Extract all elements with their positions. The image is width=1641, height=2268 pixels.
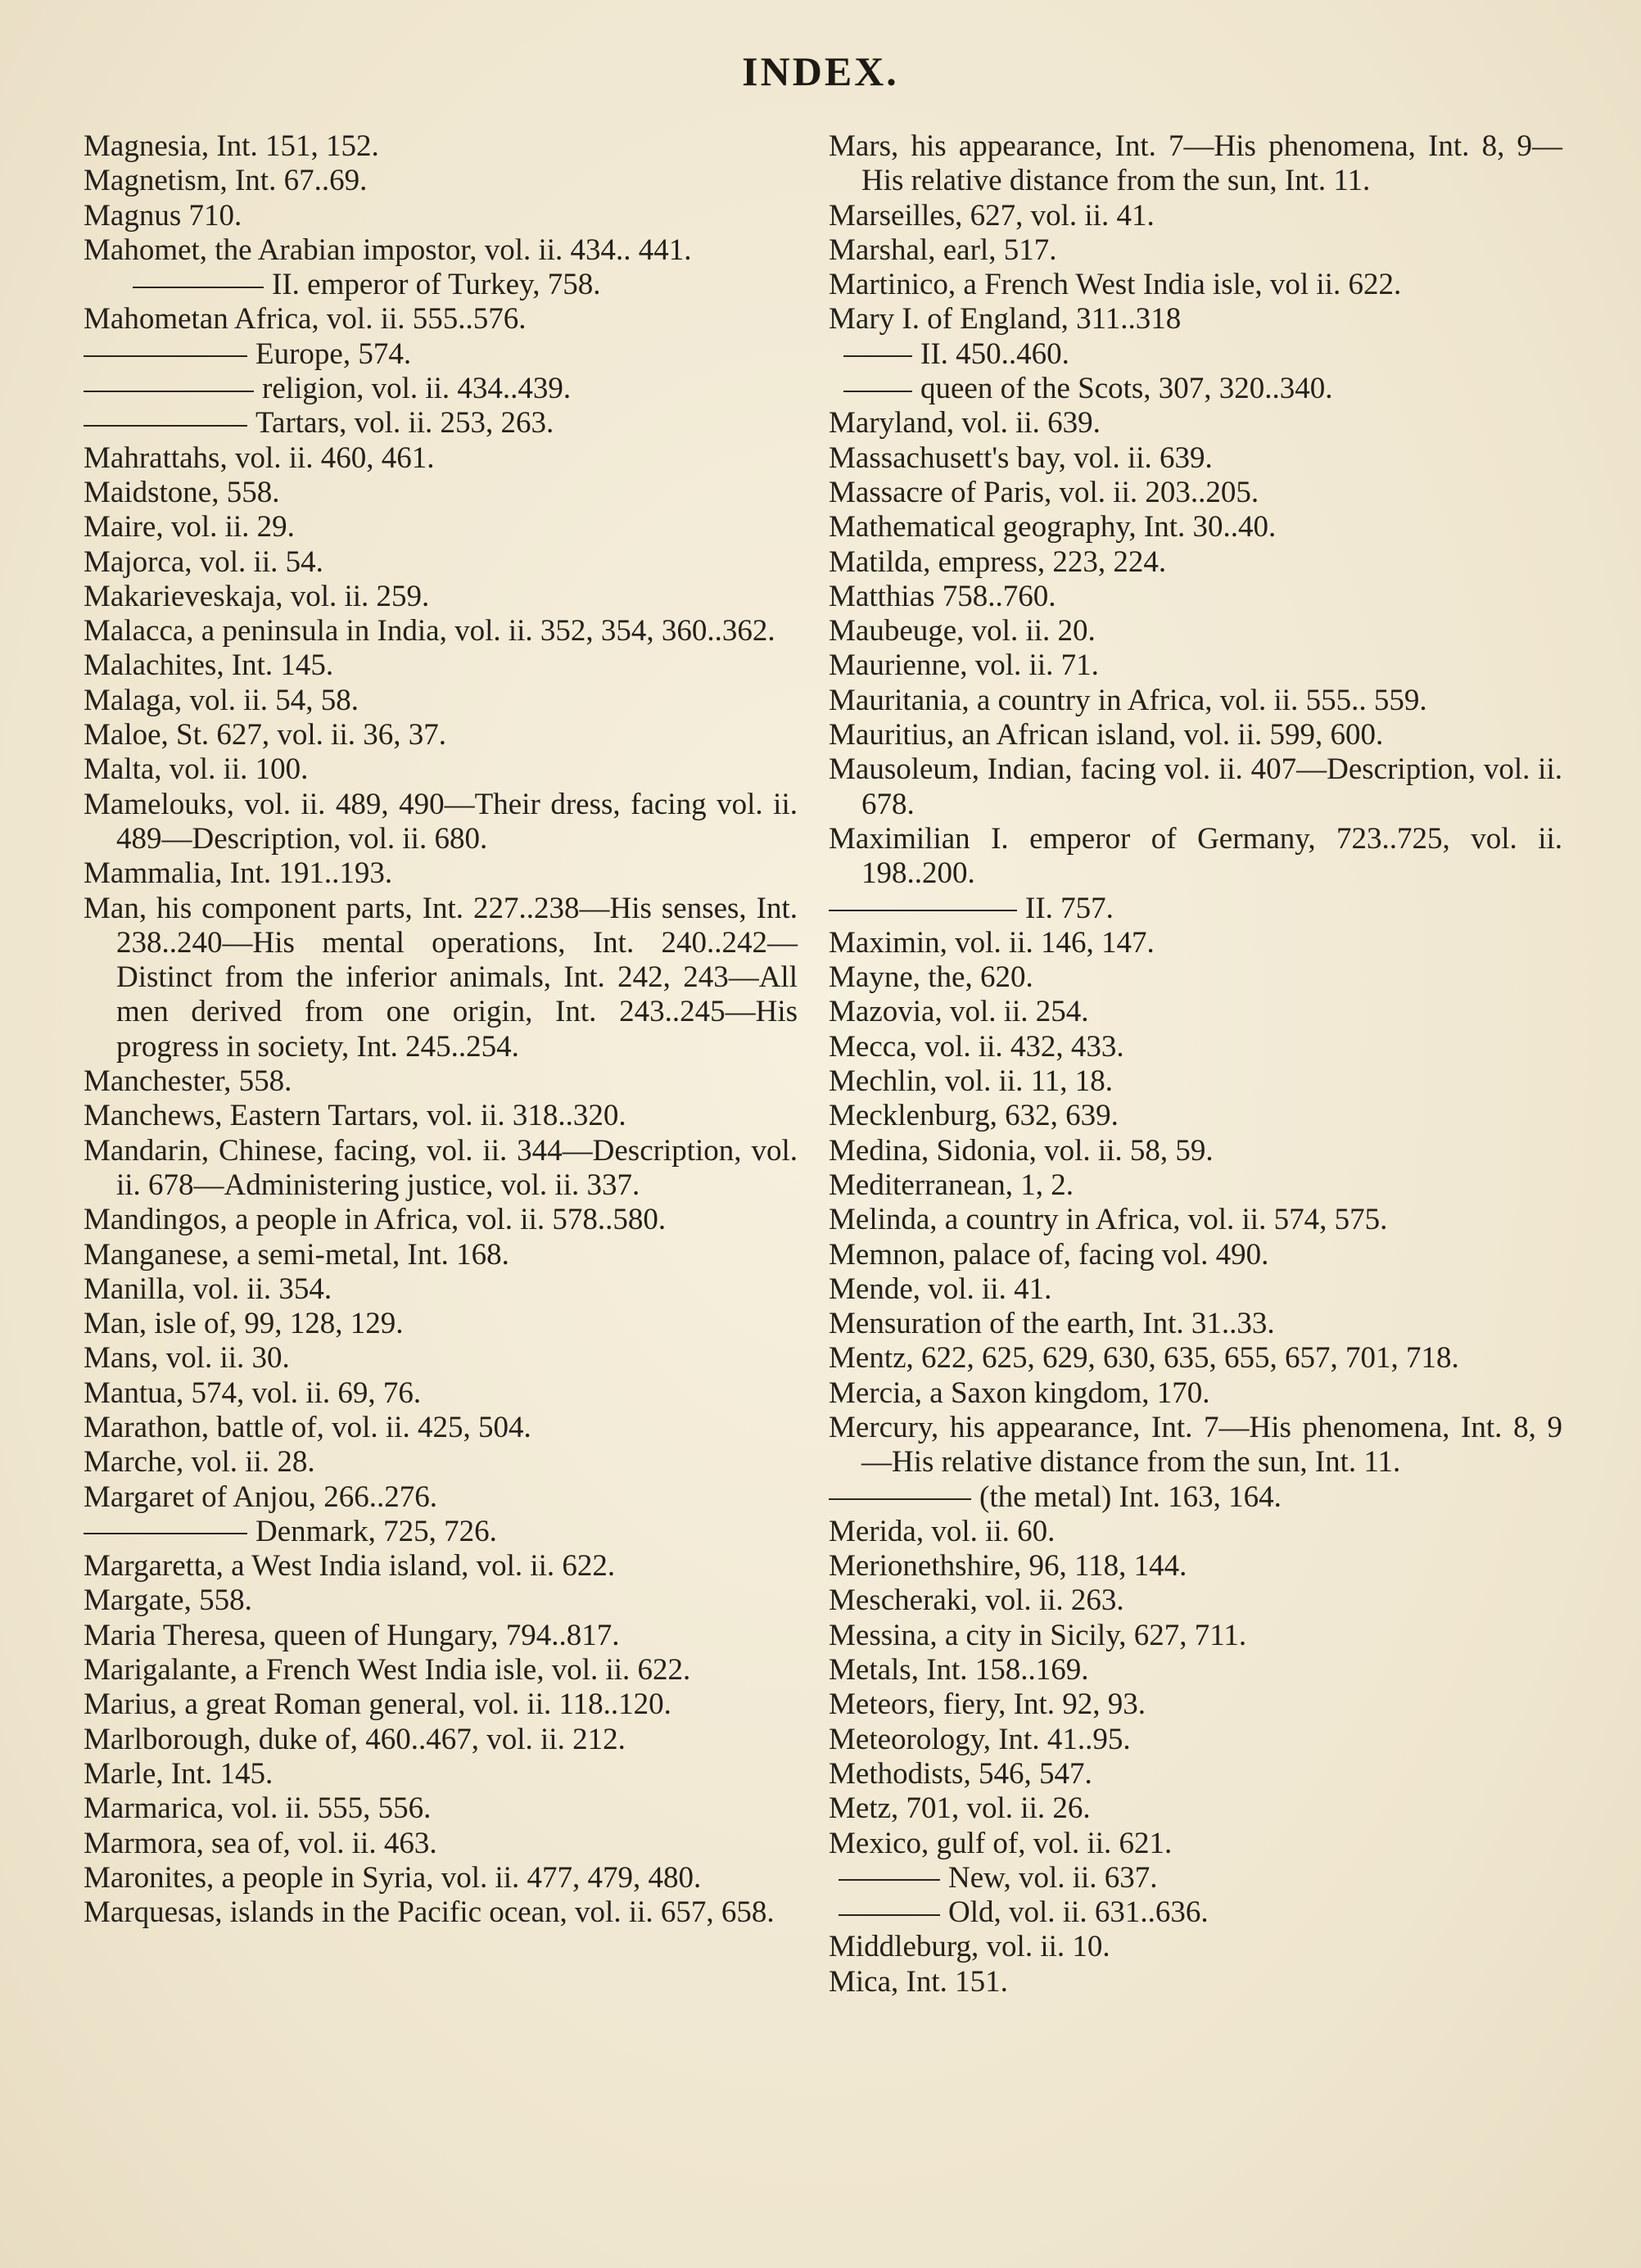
- index-column-left: [84, 129, 798, 1930]
- index-entry: [84, 1584, 798, 1618]
- index-entry-text: Mammalia, Int. 191..193.: [84, 856, 393, 891]
- index-entry: [829, 1341, 1562, 1376]
- index-entry-text: II. 450..460.: [920, 337, 1069, 371]
- index-entry: [829, 1827, 1562, 1861]
- index-entry: [84, 1861, 798, 1895]
- index-entry: [829, 684, 1562, 718]
- index-entry: [829, 1272, 1562, 1307]
- index-entry: [84, 1687, 798, 1722]
- index-entry-text: Meteors, fiery, Int. 92, 93.: [829, 1687, 1146, 1722]
- index-entry: [829, 1584, 1562, 1618]
- index-entry-text: Margate, 558.: [84, 1584, 252, 1618]
- index-entry: [829, 1549, 1562, 1584]
- index-entry-text: Marigalante, a French West India isle, vol. ii. 622.: [84, 1653, 691, 1687]
- index-entry: [829, 476, 1562, 510]
- index-entry-text: Marius, a great Roman general, vol. ii. 118..120.: [84, 1687, 671, 1722]
- index-entry-text: Mensuration of the earth, Int. 31..33.: [829, 1307, 1275, 1341]
- index-entry-text: Maubeuge, vol. ii. 20.: [829, 614, 1096, 648]
- index-entry-text: Melinda, a country in Africa, vol. ii. 574, 575.: [829, 1203, 1388, 1237]
- ditto-dash: [829, 1498, 971, 1500]
- index-entry: [829, 1376, 1562, 1411]
- index-entry-text: Mediterranean, 1, 2.: [829, 1168, 1074, 1202]
- index-entry-text: Mahrattahs, vol. ii. 460, 461.: [84, 440, 435, 475]
- index-entry: [829, 233, 1562, 268]
- index-entry: [84, 164, 798, 198]
- index-entry: [829, 1619, 1562, 1653]
- index-entry-text: New, vol. ii. 637.: [948, 1860, 1158, 1895]
- index-entry: [829, 372, 1562, 406]
- index-entry-text: Memnon, palace of, facing vol. 490.: [829, 1237, 1269, 1272]
- index-entry: [84, 406, 798, 440]
- index-entry-text: Man, his component parts, Int. 227..238—His senses, Int. 238..240—His mental operations, Int. 240..242—Distinct from the inferior animals, Int. 242, 243—All men derived from one origin, Int. 243..245—His progress in society, Int. 245..254.: [84, 891, 798, 1064]
- index-entry-text: Maximilian I. emperor of Germany, 723..725, vol. ii. 198..200.: [829, 821, 1562, 891]
- index-entry: [84, 892, 798, 1064]
- index-entry-text: Mary I. of England, 311..318: [829, 302, 1182, 337]
- index-entry-text: Metz, 701, vol. ii. 26.: [829, 1791, 1091, 1826]
- index-entry-text: Manchews, Eastern Tartars, vol. ii. 318..320.: [84, 1099, 626, 1133]
- index-entry-text: Maronites, a people in Syria, vol. ii. 477, 479, 480.: [84, 1860, 702, 1895]
- index-entry: [829, 129, 1562, 199]
- index-entry-text: Mica, Int. 151.: [829, 1964, 1008, 1999]
- index-entry: [829, 1030, 1562, 1064]
- index-entry-text: Mercia, a Saxon kingdom, 170.: [829, 1376, 1210, 1410]
- index-entry-text: Tartars, vol. ii. 253, 263.: [255, 406, 554, 440]
- index-entry-text: Mathematical geography, Int. 30..40.: [829, 510, 1277, 544]
- index-entry: [829, 268, 1562, 302]
- index-entry: [84, 1515, 798, 1549]
- index-entry: [84, 1827, 798, 1861]
- index-entry: [829, 648, 1562, 683]
- index-entry: [84, 1619, 798, 1653]
- index-entry: [829, 337, 1562, 372]
- index-entry: [829, 406, 1562, 440]
- index-entry: [829, 1238, 1562, 1272]
- index-entry: [84, 1307, 798, 1341]
- index-entry: [829, 1134, 1562, 1168]
- index-entry-text: Marathon, battle of, vol. ii. 425, 504.: [84, 1410, 531, 1444]
- index-entry: [829, 1791, 1562, 1826]
- page-title: INDEX.: [742, 48, 899, 94]
- index-entry: [84, 1549, 798, 1584]
- index-entry-text: Mentz, 622, 625, 629, 630, 635, 655, 657, 701, 718.: [829, 1341, 1459, 1376]
- index-entry: [84, 684, 798, 718]
- index-entry: [84, 1238, 798, 1272]
- index-entry-text: Mende, vol. ii. 41.: [829, 1272, 1052, 1306]
- index-entry-text: Mamelouks, vol. ii. 489, 490—Their dress, facing vol. ii. 489—Description, vol. ii. 680.: [84, 787, 798, 856]
- index-entry-text: Denmark, 725, 726.: [255, 1514, 497, 1548]
- ditto-dash: [843, 355, 912, 357]
- index-entry-text: Matthias 758..760.: [829, 579, 1056, 613]
- index-entry-text: Manilla, vol. ii. 354.: [84, 1272, 332, 1306]
- index-entry: [829, 545, 1562, 580]
- index-entry: [829, 1895, 1562, 1930]
- index-entry: [84, 1895, 798, 1930]
- index-entry: [84, 1411, 798, 1445]
- index-entry: [829, 580, 1562, 614]
- index-entry-text: Middleburg, vol. ii. 10.: [829, 1930, 1110, 1964]
- index-entry-text: Mechlin, vol. ii. 11, 18.: [829, 1064, 1114, 1099]
- index-entry-text: Mars, his appearance, Int. 7—His phenomena, Int. 8, 9—His relative distance from the sun, Int. 11.: [829, 129, 1562, 198]
- index-entry: [84, 580, 798, 614]
- index-entry: [84, 1445, 798, 1480]
- index-entry-text: Mahometan Africa, vol. ii. 555..576.: [84, 302, 527, 337]
- index-entry-text: Methodists, 546, 547.: [829, 1756, 1092, 1791]
- index-entry-text: Mescheraki, vol. ii. 263.: [829, 1584, 1124, 1618]
- index-entry-text: Mecca, vol. ii. 432, 433.: [829, 1029, 1124, 1064]
- index-entry-text: Mecklenburg, 632, 639.: [829, 1099, 1119, 1133]
- index-entry-text: Mayne, the, 620.: [829, 960, 1033, 995]
- index-entry-text: Makarieveskaja, vol. ii. 259.: [84, 579, 430, 613]
- index-entry: [84, 648, 798, 683]
- index-entry-text: Maidstone, 558.: [84, 475, 280, 509]
- index-entry: [829, 1653, 1562, 1687]
- index-entry: [84, 614, 798, 648]
- index-entry-text: Old, vol. ii. 631..636.: [948, 1895, 1209, 1930]
- index-entry-text: II. emperor of Turkey, 758.: [272, 268, 601, 302]
- index-entry-text: Marquesas, islands in the Pacific ocean, vol. ii. 657, 658.: [84, 1895, 775, 1930]
- ditto-dash: [839, 1914, 940, 1916]
- index-entry: [829, 1861, 1562, 1895]
- index-entry: [829, 926, 1562, 960]
- index-entry-text: Merida, vol. ii. 60.: [829, 1514, 1056, 1548]
- index-entry: [84, 1376, 798, 1411]
- index-entry: [84, 233, 798, 268]
- index-entry: [84, 1134, 798, 1204]
- index-entry-text: Mahomet, the Arabian impostor, vol. ii. 434.. 441.: [84, 233, 692, 267]
- index-entry: [84, 1341, 798, 1376]
- index-entry-text: Marshal, earl, 517.: [829, 233, 1057, 267]
- index-entry-text: Mauritius, an African island, vol. ii. 599, 600.: [829, 718, 1384, 752]
- index-entry: [829, 752, 1562, 822]
- index-entry-text: Marmarica, vol. ii. 555, 556.: [84, 1791, 432, 1826]
- index-column-right: [829, 129, 1562, 1999]
- index-entry-text: Mans, vol. ii. 30.: [84, 1341, 290, 1376]
- index-entry-text: Manganese, a semi-metal, Int. 168.: [84, 1237, 509, 1272]
- ditto-dash: [84, 355, 247, 357]
- index-entry: [829, 1099, 1562, 1133]
- index-entry-text: Meteorology, Int. 41..95.: [829, 1722, 1131, 1756]
- index-entry-text: Manchester, 558.: [84, 1064, 292, 1099]
- ditto-dash: [84, 1533, 247, 1534]
- ditto-dash: [839, 1879, 940, 1881]
- index-entry-text: Mantua, 574, vol. ii. 69, 76.: [84, 1376, 422, 1410]
- index-entry: [84, 1064, 798, 1099]
- index-entry: [84, 1203, 798, 1237]
- index-entry-text: Mausoleum, Indian, facing vol. ii. 407—Description, vol. ii. 678.: [829, 752, 1562, 821]
- index-entry-text: Malta, vol. ii. 100.: [84, 752, 309, 787]
- index-entry-text: Massacre of Paris, vol. ii. 203..205.: [829, 475, 1259, 509]
- index-entry: [84, 788, 798, 857]
- index-entry: [829, 1965, 1562, 1999]
- index-entry-text: Maria Theresa, queen of Hungary, 794..817.: [84, 1618, 620, 1652]
- index-entry-text: Man, isle of, 99, 128, 129.: [84, 1307, 404, 1341]
- index-entry-text: queen of the Scots, 307, 320..340.: [920, 372, 1333, 406]
- index-entry-text: religion, vol. ii. 434..439.: [262, 372, 572, 406]
- index-entry-text: Marle, Int. 145.: [84, 1756, 274, 1791]
- index-entry-text: Marmora, sea of, vol. ii. 463.: [84, 1826, 437, 1860]
- index-entry-text: Europe, 574.: [255, 337, 412, 371]
- index-entry-text: Margaretta, a West India island, vol. ii. 622.: [84, 1549, 616, 1584]
- index-entry: [84, 1099, 798, 1133]
- index-entry: [829, 510, 1562, 544]
- index-entry: [84, 199, 798, 233]
- index-entry: [829, 302, 1562, 337]
- index-entry-text: Mauritania, a country in Africa, vol. ii. 555.. 559.: [829, 683, 1427, 717]
- index-entry: [829, 1064, 1562, 1099]
- index-entry-text: Mexico, gulf of, vol. ii. 621.: [829, 1826, 1173, 1860]
- index-entry: [829, 1757, 1562, 1791]
- index-entry: [829, 892, 1562, 926]
- index-entry: [84, 1757, 798, 1791]
- index-entry: [84, 510, 798, 544]
- index-entry: [84, 718, 798, 752]
- index-entry: [829, 1515, 1562, 1549]
- index-entry: [829, 1168, 1562, 1203]
- index-entry: [829, 1411, 1562, 1480]
- index-entry: [829, 199, 1562, 233]
- index-entry: [84, 372, 798, 406]
- index-entry: [84, 302, 798, 337]
- index-entry-text: Magnesia, Int. 151, 152.: [84, 129, 379, 163]
- index-entry: [84, 129, 798, 164]
- index-entry-text: Malachites, Int. 145.: [84, 648, 334, 683]
- index-entry: [84, 1480, 798, 1515]
- index-entry: [84, 337, 798, 372]
- index-entry-text: Messina, a city in Sicily, 627, 711.: [829, 1618, 1247, 1652]
- index-entry-text: Maloe, St. 627, vol. ii. 36, 37.: [84, 718, 446, 752]
- index-entry-text: Merionethshire, 96, 118, 144.: [829, 1549, 1187, 1584]
- index-entry-text: Maire, vol. ii. 29.: [84, 510, 295, 544]
- index-entry-text: Mandingos, a people in Africa, vol. ii. 578..580.: [84, 1203, 667, 1237]
- index-entry: [84, 1723, 798, 1757]
- ditto-dash: [84, 391, 254, 392]
- index-entry-text: Maryland, vol. ii. 639.: [829, 406, 1101, 440]
- ditto-dash: [133, 287, 264, 288]
- index-entry: [84, 1272, 798, 1307]
- index-entry: [84, 856, 798, 891]
- index-entry-text: Magnetism, Int. 67..69.: [84, 164, 368, 198]
- index-entry: [829, 1930, 1562, 1964]
- index-entry: [829, 995, 1562, 1029]
- index-entry: [829, 1203, 1562, 1237]
- index-entry: [829, 1687, 1562, 1722]
- index-entry: [829, 441, 1562, 476]
- index-entry-text: Marseilles, 627, vol. ii. 41.: [829, 198, 1155, 233]
- index-entry: [84, 1653, 798, 1687]
- index-entry-text: Matilda, empress, 223, 224.: [829, 544, 1167, 579]
- index-entry: [84, 752, 798, 787]
- index-entry-text: Metals, Int. 158..169.: [829, 1653, 1089, 1687]
- index-entry: [84, 268, 798, 302]
- index-entry-text: Medina, Sidonia, vol. ii. 58, 59.: [829, 1133, 1214, 1168]
- index-entry: [829, 614, 1562, 648]
- index-entry-text: II. 757.: [1025, 891, 1114, 925]
- index-entry-text: Mercury, his appearance, Int. 7—His phenomena, Int. 8, 9—His relative distance from the sun, Int. 11.: [829, 1410, 1562, 1480]
- index-entry: [829, 1307, 1562, 1341]
- index-entry-text: Margaret of Anjou, 266..276.: [84, 1480, 437, 1514]
- index-entry: [84, 476, 798, 510]
- index-entry: [84, 441, 798, 476]
- ditto-dash: [84, 425, 247, 427]
- index-entry: [829, 822, 1562, 892]
- index-entry-text: Massachusett's bay, vol. ii. 639.: [829, 440, 1213, 475]
- ditto-dash: [843, 391, 912, 392]
- index-entry: [84, 545, 798, 580]
- index-entry-text: Martinico, a French West India isle, vol ii. 622.: [829, 268, 1402, 302]
- index-entry: [829, 960, 1562, 995]
- index-entry: [829, 1480, 1562, 1515]
- index-entry-text: Malaga, vol. ii. 54, 58.: [84, 683, 359, 717]
- index-entry-text: Mazovia, vol. ii. 254.: [829, 995, 1089, 1029]
- index-entry-text: Maximin, vol. ii. 146, 147.: [829, 925, 1155, 960]
- index-entry-text: Marche, vol. ii. 28.: [84, 1445, 315, 1480]
- index-entry: [84, 1791, 798, 1826]
- index-entry-text: Magnus 710.: [84, 198, 242, 233]
- index-entry-text: Malacca, a peninsula in India, vol. ii. 352, 354, 360..362.: [84, 614, 775, 648]
- index-entry-text: Marlborough, duke of, 460..467, vol. ii. 212.: [84, 1722, 626, 1756]
- index-entry-text: (the metal) Int. 163, 164.: [979, 1480, 1282, 1514]
- index-entry-text: Majorca, vol. ii. 54.: [84, 544, 323, 579]
- index-entry: [829, 718, 1562, 752]
- ditto-dash: [829, 910, 1017, 911]
- index-entry: [829, 1723, 1562, 1757]
- index-entry-text: Maurienne, vol. ii. 71.: [829, 648, 1099, 683]
- index-entry-text: Mandarin, Chinese, facing, vol. ii. 344—Description, vol. ii. 678—Administering justice, vol. ii. 337.: [84, 1133, 798, 1202]
